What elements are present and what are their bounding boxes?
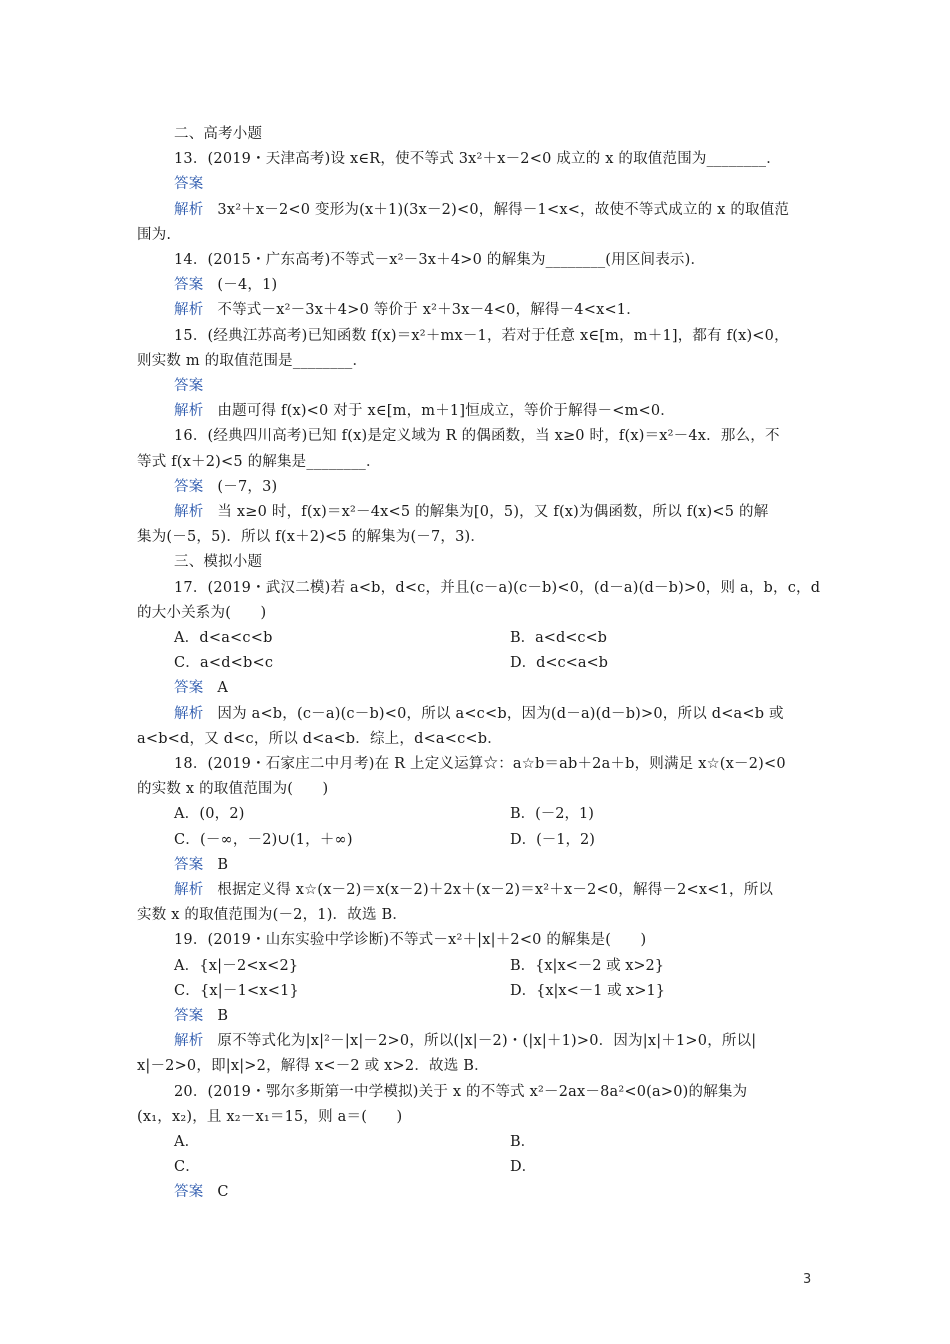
text-line: [137, 905, 817, 925]
text-line: [174, 578, 854, 598]
line-text: (－7，3): [217, 479, 278, 495]
line-text: 原不等式化为|x|²－|x|－2>0，所以(|x|－2)・(|x|＋1)>0．因为|x|＋1>0，所以|: [217, 1033, 757, 1049]
line-text: 16．(经典四川高考)已知 f(x)是定义域为 R 的偶函数，当 x≥0 时，f(x)＝x²－4x．那么，不: [174, 428, 780, 444]
line-text: (－4，1): [217, 277, 278, 293]
answer-line: [174, 1006, 854, 1026]
line-text: 围为.: [137, 227, 172, 243]
answer-label: 答案: [174, 176, 204, 192]
text-line: [137, 225, 817, 245]
text-line: [174, 149, 854, 169]
analysis-line: [174, 502, 854, 522]
line-text: C．(－∞，－2)∪(1，＋∞): [174, 832, 353, 848]
text-line: [137, 779, 817, 799]
line-text: C．: [174, 1159, 200, 1175]
text-line: [174, 326, 854, 346]
line-text: 3x²＋x－2<0 变形为(x＋1)(3x－2)<0，解得－1<x<，故使不等式成立的 x 的取值范: [217, 202, 790, 218]
line-text: 18．(2019・石家庄二中月考)在 R 上定义运算☆：a☆b＝ab＋2a＋b，则满足 x☆(x－2)<0: [174, 756, 786, 772]
line-text: 则实数 m 的取值范围是________．: [137, 353, 368, 369]
text-line: [174, 1082, 854, 1102]
line-text: 三、模拟小题: [174, 554, 263, 570]
answer-label: 答案: [174, 1008, 204, 1024]
line-text: 的实数 x 的取值范围为( ): [137, 781, 329, 797]
answer-label: 答案: [174, 378, 204, 394]
line-text: 因为 a<b，(c－a)(c－b)<0，所以 a<c<b，因为(d－a)(d－b)>0，所以 d<a<b 或: [217, 706, 784, 722]
text-line: [137, 452, 817, 472]
option-text: B．: [510, 1134, 536, 1150]
text-line: [137, 1107, 817, 1127]
text-line: [137, 603, 817, 623]
line-text: 的大小关系为( ): [137, 605, 267, 621]
answer-line: [174, 376, 854, 396]
line-text: A．: [174, 1134, 200, 1150]
analysis-label: 解析: [174, 882, 204, 898]
text-line: [174, 552, 854, 572]
answer-line: [174, 275, 854, 295]
text-line: [174, 124, 854, 144]
option-text: B．a<d<c<b: [510, 630, 607, 646]
line-text: 不等式－x²－3x＋4>0 等价于 x²＋3x－4<0，解得－4<x<1．: [217, 302, 641, 318]
analysis-label: 解析: [174, 504, 204, 520]
analysis-line: [174, 1031, 854, 1051]
line-text: 19．(2019・山东实验中学诊断)不等式－x²＋|x|＋2<0 的解集是( ): [174, 932, 647, 948]
line-text: (x₁，x₂)，且 x₂－x₁＝15，则 a＝( ): [137, 1109, 403, 1125]
text-line: [174, 426, 854, 446]
analysis-line: [174, 880, 854, 900]
analysis-label: 解析: [174, 706, 204, 722]
line-text: 由题可得 f(x)<0 对于 x∈[m，m＋1]恒成立，等价于解得－<m<0．: [217, 403, 675, 419]
line-text: 根据定义得 x☆(x－2)＝x(x－2)＋2x＋(x－2)＝x²＋x－2<0，解得－2<x<1，所以: [217, 882, 774, 898]
answer-label: 答案: [174, 277, 204, 293]
analysis-label: 解析: [174, 202, 204, 218]
text-line: [137, 729, 817, 749]
option-text: B．(－2，1): [510, 806, 594, 822]
line-text: B: [217, 1008, 229, 1024]
line-text: 13．(2019・天津高考)设 x∈R，使不等式 3x²＋x－2<0 成立的 x 的取值范围为________．: [174, 151, 781, 167]
text-line: [174, 250, 854, 270]
text-line: [137, 351, 817, 371]
line-text: 14．(2015・广东高考)不等式－x²－3x＋4>0 的解集为________(用区间表示)．: [174, 252, 706, 268]
text-line: [137, 527, 817, 547]
line-text: C．a<d<b<c: [174, 655, 274, 671]
text-line: [174, 754, 854, 774]
option-text: B．{x|x<－2 或 x>2}: [510, 958, 664, 974]
analysis-label: 解析: [174, 1033, 204, 1049]
analysis-line: [174, 200, 854, 220]
line-text: x|－2>0，即|x|>2，解得 x<－2 或 x>2．故选 B．: [137, 1058, 489, 1074]
line-text: A．d<a<c<b: [174, 630, 273, 646]
line-text: 集为(－5，5)．所以 f(x＋2)<5 的解集为(－7，3)．: [137, 529, 486, 545]
line-text: 二、高考小题: [174, 126, 263, 142]
line-text: C: [217, 1184, 229, 1200]
line-text: C．{x|－1<x<1}: [174, 983, 299, 999]
line-text: 15．(经典江苏高考)已知函数 f(x)＝x²＋mx－1，若对于任意 x∈[m，m＋1]，都有 f(x)<0，: [174, 328, 789, 344]
answer-line: [174, 678, 854, 698]
answer-label: 答案: [174, 857, 204, 873]
option-text: D．: [510, 1159, 537, 1175]
answer-label: 答案: [174, 680, 204, 696]
analysis-line: [174, 704, 854, 724]
option-text: D．d<c<a<b: [510, 655, 608, 671]
answer-label: 答案: [174, 479, 204, 495]
line-text: 当 x≥0 时，f(x)＝x²－4x<5 的解集为[0，5)，又 f(x)为偶函数，所以 f(x)<5 的解: [217, 504, 769, 520]
analysis-label: 解析: [174, 403, 204, 419]
line-text: A．(0，2): [174, 806, 245, 822]
line-text: B: [217, 857, 229, 873]
answer-line: [174, 477, 854, 497]
analysis-line: [174, 300, 854, 320]
answer-line: [174, 174, 854, 194]
option-text: D．{x|x<－1 或 x>1}: [510, 983, 665, 999]
answer-line: [174, 1182, 854, 1202]
analysis-label: 解析: [174, 302, 204, 318]
line-text: A．{x|－2<x<2}: [174, 958, 299, 974]
page-number: 3: [803, 1272, 812, 1287]
line-text: 等式 f(x＋2)<5 的解集是________．: [137, 454, 381, 470]
answer-line: [174, 855, 854, 875]
text-line: [137, 1056, 817, 1076]
answer-label: 答案: [174, 1184, 204, 1200]
line-text: 20．(2019・鄂尔多斯第一中学模拟)关于 x 的不等式 x²－2ax－8a²<0(a>0)的解集为: [174, 1084, 748, 1100]
line-text: a<b<d，又 d<c，所以 d<a<b．综上，d<a<c<b．: [137, 731, 502, 747]
text-line: [174, 930, 854, 950]
line-text: 实数 x 的取值范围为(－2，1)．故选 B．: [137, 907, 408, 923]
analysis-line: [174, 401, 854, 421]
option-text: D．(－1，2): [510, 832, 595, 848]
line-text: 17．(2019・武汉二模)若 a<b，d<c，并且(c－a)(c－b)<0，(d－a)(d－b)>0，则 a，b，c，d: [174, 580, 821, 596]
line-text: A: [217, 680, 229, 696]
